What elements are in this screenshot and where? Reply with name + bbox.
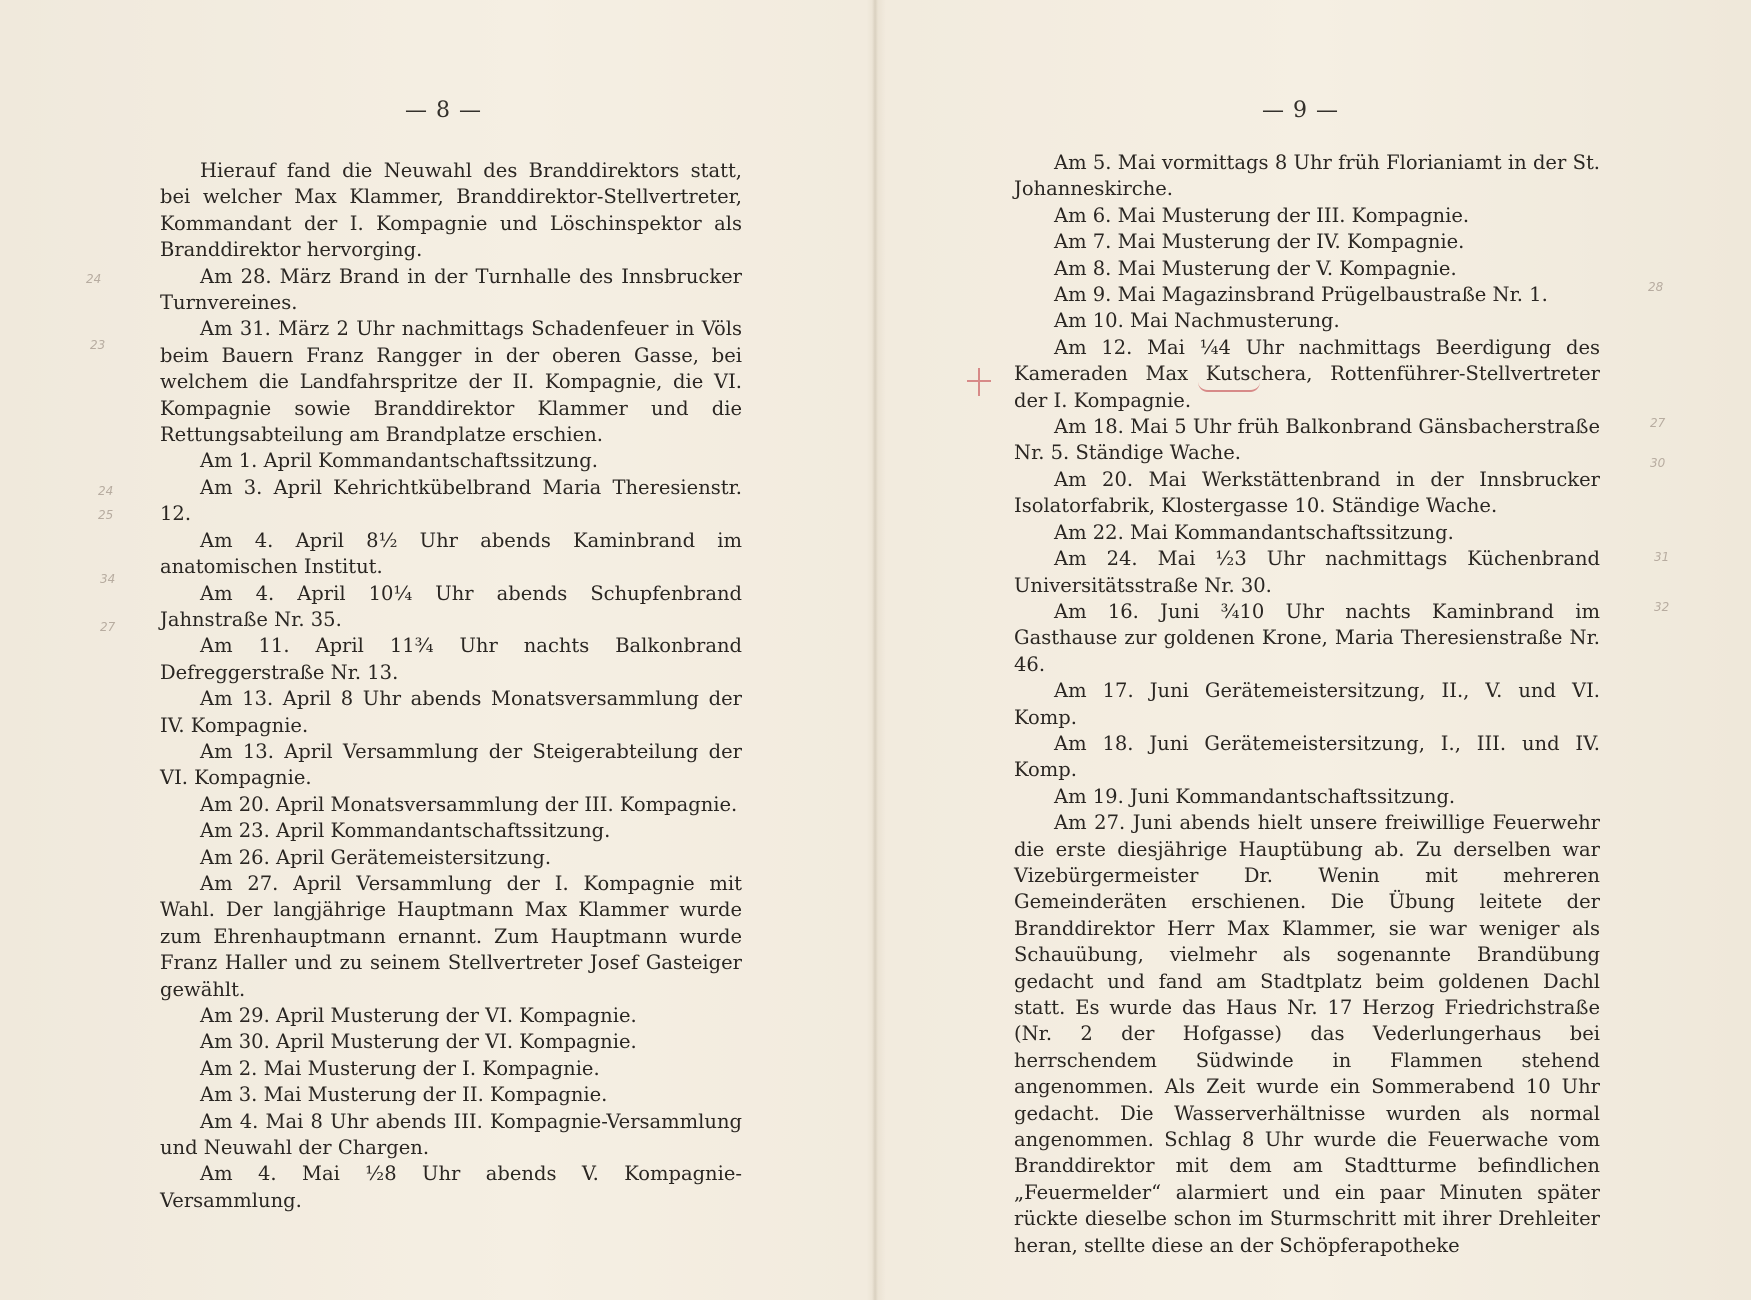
paragraph: Am 29. April Musterung der VI. Kompagnie.: [200, 1004, 637, 1027]
margin-note: 34: [100, 572, 116, 586]
paragraph: Am 18. Juni Gerätemeistersitzung, I., III. und IV. Komp.: [1014, 731, 1600, 782]
paragraph: Am 5. Mai vormittags 8 Uhr früh Florianiamt in der St. Johanneskirche.: [1014, 151, 1600, 201]
paragraph: Am 12. Mai ¼4 Uhr nachmittags Beerdigung des Kameraden Max Kutschera, Rottenführer-Stellvertreter der I. Kompagnie.: [1014, 335, 1600, 412]
margin-note: 28: [1648, 280, 1664, 294]
paragraph: Am 24. Mai ½3 Uhr nachmittags Küchenbrand Universitätsstraße Nr. 30.: [1014, 547, 1600, 597]
margin-note: 25: [98, 508, 114, 522]
paragraph: Am 16. Juni ¾10 Uhr nachts Kaminbrand im Gasthause zur goldenen Krone, Maria Theresienstraße Nr. 46.: [1014, 599, 1600, 676]
pencil-cross-mark: [967, 368, 991, 396]
paragraph: Am 8. Mai Musterung der V. Kompagnie.: [1054, 256, 1457, 280]
paragraph: Am 2. Mai Musterung der I. Kompagnie.: [200, 1056, 600, 1080]
paragraph: Am 4. Mai 8 Uhr abends III. Kompagnie-Versammlung und Neuwahl der Chargen.: [160, 1109, 742, 1160]
margin-note: 31: [1654, 550, 1670, 564]
paragraph: Hierauf fand die Neuwahl des Branddirektors statt, bei welcher Max Klammer, Branddirektor-Stellvertreter, Kommandant der I. Kompagnie und Löschinspektor als Branddirektor hervorging.: [160, 159, 742, 262]
paragraph: Am 20. April Monatsversammlung der III. Kompagnie.: [200, 792, 738, 816]
page-number-left: — 8 —: [405, 98, 482, 123]
margin-note: 27: [1650, 416, 1666, 430]
paragraph: Am 17. Juni Gerätemeistersitzung, II., V. und VI. Komp.: [1014, 679, 1600, 729]
margin-note: 23: [90, 338, 106, 352]
text-block-right: [1014, 150, 1600, 1259]
paragraph: Am 20. Mai Werkstättenbrand in der Innsbrucker Isolatorfabrik, Klostergasse 10. Ständige Wache.: [1014, 467, 1600, 518]
paragraph: Am 3. April Kehrichtkübelbrand Maria Theresienstr. 12.: [160, 475, 742, 526]
paragraph: Am 1. April Kommandantschaftssitzung.: [200, 449, 598, 473]
page-number-right: — 9 —: [1262, 98, 1339, 123]
page-left: [0, 0, 873, 1300]
paragraph: Am 6. Mai Musterung der III. Kompagnie.: [1054, 203, 1470, 227]
margin-note: 30: [1650, 456, 1666, 470]
paragraph: Am 4. April 8½ Uhr abends Kaminbrand im anatomischen Institut.: [160, 528, 742, 579]
margin-note: 32: [1654, 600, 1670, 614]
margin-note: 24: [86, 272, 102, 286]
paragraph: Am 28. März Brand in der Turnhalle des Innsbrucker Turnvereines.: [160, 264, 742, 315]
paragraph: Am 26. April Gerätemeistersitzung.: [200, 845, 552, 869]
text-block-left: [160, 158, 742, 1214]
paragraph: Am 27. Juni abends hielt unsere freiwillige Feuerwehr die erste diesjährige Hauptübung ab. Zu derselben war Vizebürgermeister Dr. Wenin mit mehreren Gemeinderäten erschienen. Die Übung leitete der Branddirektor Herr Max Klammer, sie war weniger als Schauübung, vielmehr als sogenannte Brandübung gedacht und fand am Stadtplatz beim goldenen Dachl statt. Es wurde das Haus Nr. 17 Herzog Friedrichstraße (Nr. 2 der Hofgasse) das Vederlungerhaus bei herrschendem Südwinde in Flammen stehend angenommen. Als Zeit wurde ein Sommerabend 10 Uhr gedacht. Die Wasserverhältnisse wurden als normal angenommen. Schlag 8 Uhr wurde die Feuerwache vom Branddirektor mit dem am Stadtturme befindlichen „Feuermelder“ alarmiert und ein paar Minuten später rückte dieselbe schon im Sturmschritt mit ihrer Drehleiter heran, stellte diese an der Schöpferapotheke: [1014, 811, 1600, 1257]
paragraph: Am 30. April Musterung der VI. Kompagnie.: [200, 1030, 637, 1054]
pencil-underline-mark: [1198, 382, 1260, 392]
margin-note: 27: [100, 620, 116, 634]
paragraph: Am 23. April Kommandantschaftssitzung.: [200, 819, 611, 843]
paragraph: Am 22. Mai Kommandantschaftssitzung.: [1054, 520, 1454, 544]
paragraph: Am 10. Mai Nachmusterung.: [1054, 309, 1340, 333]
paragraph: Am 13. April 8 Uhr abends Monatsversammlung der IV. Kompagnie.: [160, 687, 742, 737]
paragraph: Am 11. April 11¾ Uhr nachts Balkonbrand Defreggerstraße Nr. 13.: [160, 634, 742, 684]
paragraph: Am 18. Mai 5 Uhr früh Balkonbrand Gänsbacherstraße Nr. 5. Ständige Wache.: [1014, 415, 1600, 465]
paragraph: Am 9. Mai Magazinsbrand Prügelbaustraße Nr. 1.: [1054, 283, 1548, 307]
paragraph: Am 31. März 2 Uhr nachmittags Schadenfeuer in Völs beim Bauern Franz Rangger in der oberen Gasse, bei welchem die Landfahrspritze der II. Kompagnie, die VI. Kompagnie sowie Branddirektor Klammer und die Rettungsabteilung am Brandplatze erschien.: [160, 317, 742, 447]
margin-note: 24: [98, 484, 114, 498]
paragraph: Am 3. Mai Musterung der II. Kompagnie.: [200, 1083, 608, 1107]
paragraph: Am 27. April Versammlung der I. Kompagnie mit Wahl. Der langjährige Hauptmann Max Klammer wurde zum Ehrenhauptmann ernannt. Zum Hauptmann wurde Franz Haller und zu seinem Stellvertreter Josef Gasteiger gewählt.: [160, 871, 742, 1001]
page-right: [878, 0, 1751, 1300]
paragraph: Am 4. Mai ½8 Uhr abends V. Kompagnie-Versammlung.: [160, 1162, 742, 1212]
paragraph: Am 4. April 10¼ Uhr abends Schupfenbrand Jahnstraße Nr. 35.: [160, 581, 742, 631]
paragraph: Am 19. Juni Kommandantschaftssitzung.: [1054, 784, 1456, 808]
paragraph: Am 7. Mai Musterung der IV. Kompagnie.: [1054, 230, 1465, 254]
paragraph: Am 13. April Versammlung der Steigerabteilung der VI. Kompagnie.: [160, 739, 742, 790]
